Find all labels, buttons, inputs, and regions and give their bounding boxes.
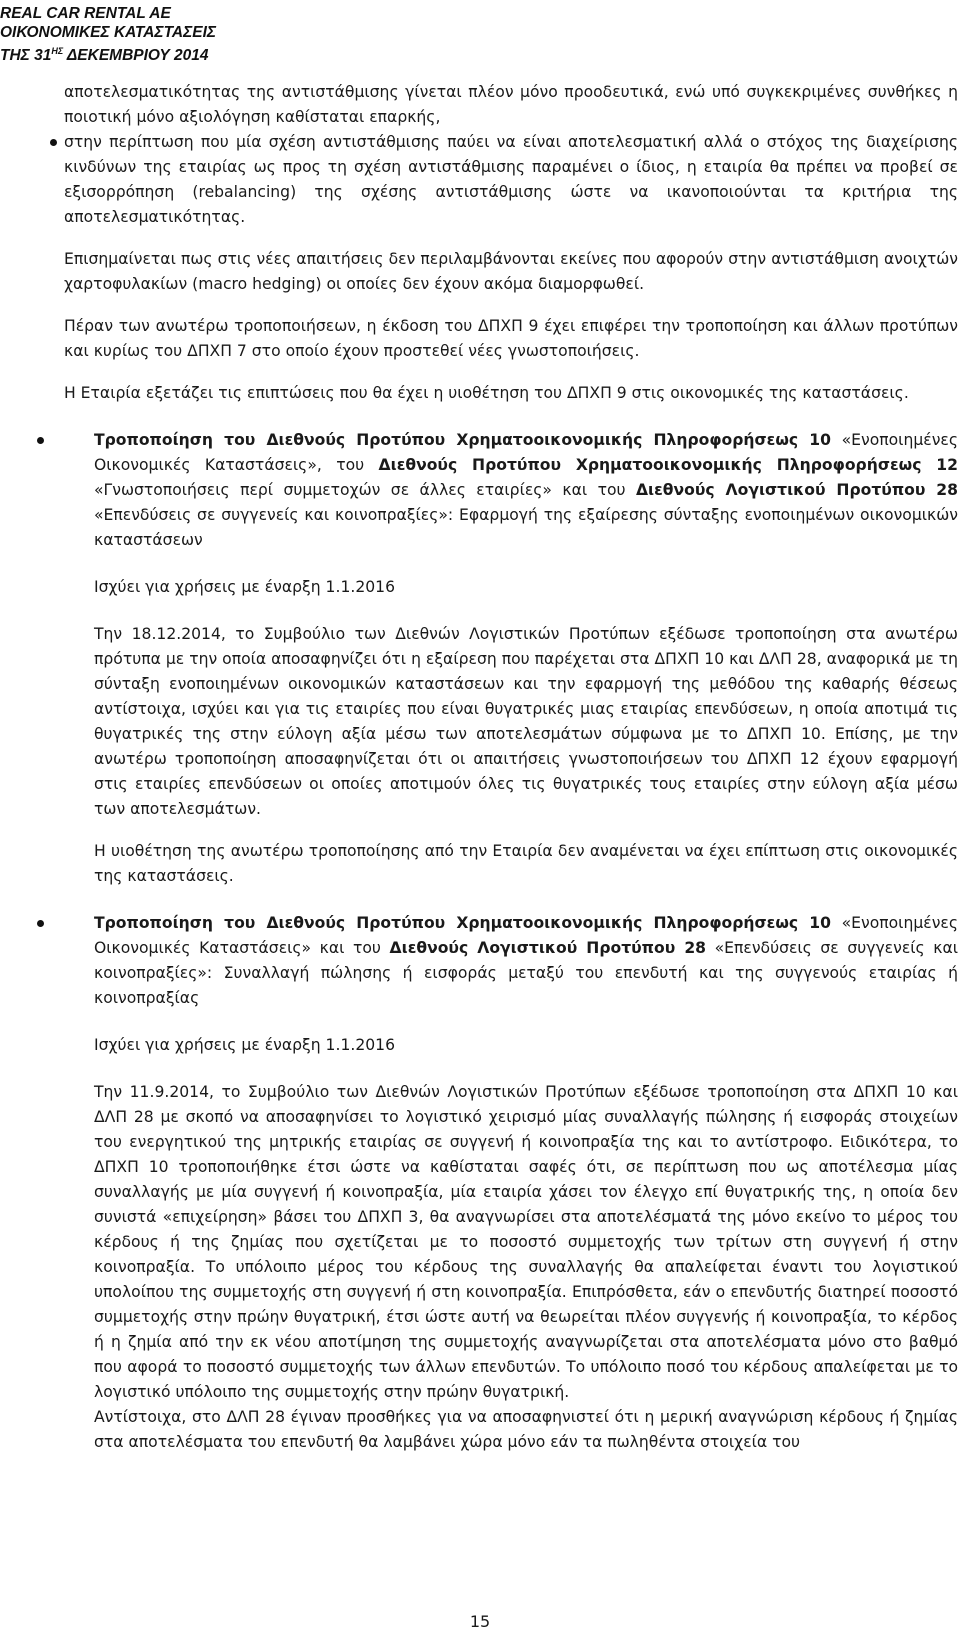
paragraph-hedge-effectiveness: αποτελεσματικότητας της αντιστάθμισης γίνεται πλέον μόνο προοδευτικά, ενώ υπό συγκεκριμένες συνθήκες η ποιοτική μόνο αξιολόγηση καθίσταται επαρκής, (64, 83, 958, 126)
paragraph-investment-entities: Την 18.12.2014, το Συμβούλιο των Διεθνών Λογιστικών Προτύπων εξέδωσε τροποποίηση στα ανωτέρω πρότυπα με την οποία αποσαφηνίζει ότι η εξαίρεση που παρέχεται στα ΔΠΧΠ 10 και ΔΛΠ 28, αναφορικά με τη σύνταξη ενοποιημένων οικονομικών καταστάσεων και την εφαρμογή της μεθόδου της καθαρής θέσεως αντίστοιχα, ισχύει και για τις εταιρίες που είναι θυγατρικές μιας εταιρίας επενδύσεων, η οποία αποτιμά τις θυγατρικές της στην εύλογη αξία μέσω των αποτελεσμάτων σύμφωνα με το ΔΠΧΠ 10. Επίσης, με την ανωτέρω τροποποίηση αποσαφηνίζεται ότι οι απαιτήσεις γνωστοποιήσεων του ΔΠΧΠ 12 έχουν εφαρμογή στις εταιρίες επενδύσεων οι οποίες αποτιμούν όλες τις θυγατρικές τους εταιρίες στην εύλογη αξία μέσω των αποτελεσμάτων. (94, 625, 958, 818)
paragraph-ifrs7-amendments: Πέραν των ανωτέρω τροποποιήσεων, η έκδοση του ΔΠΧΠ 9 έχει επιφέρει την τροποποίηση και άλλων προτύπων και κυρίως του ΔΠΧΠ 7 στο οποίο έχουν προστεθεί νέες γνωστοποιήσεις. (64, 317, 958, 360)
statements-title: ΟΙΚΟΝΟΜΙΚΕΣ ΚΑΤΑΣΤΑΣΕΙΣ (0, 24, 217, 41)
paragraph-sale-contribution: Την 11.9.2014, το Συμβούλιο των Διεθνών Λογιστικών Προτύπων εξέδωσε τροποποίηση στα ΔΠΧΠ 10 και ΔΛΠ 28 με σκοπό να αποσαφηνίσει το λογιστικό χειρισμό μίας συναλλαγής πώλησης ή εισφοράς στοιχείων του ενεργητικού της μητρικής εταιρίας σε συγγενή ή κοινοπραξία της και το αντίστροφο. Ειδικότερα, το ΔΠΧΠ 10 τροποποιήθηκε έτσι ώστε να καθίσταται σαφές ότι, σε περίπτωση που ως αποτέλεσμα μίας συναλλαγής με μία συγγενή ή κοινοπραξία, μία εταιρία χάσει τον έλεγχο επί θυγατρικής της, η οποία δεν συνιστά «επιχείρηση» βάσει του ΔΠΧΠ 3, θα αναγνωρίσει στα αποτελέσματά της μόνο εκείνο το μέρος του κέρδους ή της ζημίας που σχετίζεται με το ποσοστό συμμετοχής των τρίτων στη συγγενή ή στην κοινοπραξία. Το υπόλοιπο μέρος του κέρδους της συναλλαγής θα απαλείφεται έναντι του λογιστικού υπολοίπου της συμμετοχής στη συγγενή ή στη κοινοπραξία. Επιπρόσθετα, εάν ο επενδυτής διατηρεί ποσοστό συμμετοχής στην πρώην θυγατρική, έτσι ώστε αυτή να θεωρείται πλέον συγγενής ή κοινοπραξία, το κέρδος ή η ζημία από την εκ νέου αποτίμηση της συμμετοχής αναγνωρίζεται στα αποτελέσματα μόνο στο βαθμό που αφορά το ποσοστό συμμετοχής των άλλων επενδυτών. Το υπόλοιπο ποσό του κέρδους απαλείφεται με το λογιστικό υπόλοιπο της συμμετοχής στην πρώην θυγατρική. (94, 1083, 958, 1401)
paragraph-adoption-impact: Η υιοθέτηση της ανωτέρω τροποποίησης από την Εταιρία δεν αναμένεται να έχει επίπτωση στις οικονομικές της καταστάσεις. (94, 842, 958, 885)
bullet-icon (37, 920, 44, 927)
bullet-ifrs10-ias28-sale (64, 911, 958, 1455)
effective-date: Ισχύει για χρήσεις με έναρξη 1.1.2016 (94, 1036, 396, 1054)
paragraph-macro-hedging: Επισημαίνεται πως στις νέες απαιτήσεις δεν περιλαμβάνονται εκείνες που αφορούν στην αντιστάθμιση ανοιχτών χαρτοφυλακίων (macro hedging) οι οποίες δεν έχουν ακόμα διαμορφωθεί. (64, 250, 958, 293)
document-body (64, 80, 958, 1455)
bullet-ifrs10-ifrs12-ias28 (64, 428, 958, 889)
effective-date: Ισχύει για χρήσεις με έναρξη 1.1.2016 (94, 578, 396, 596)
paragraph-ifrs9-impact: Η Εταιρία εξετάζει τις επιπτώσεις που θα έχει η υιοθέτηση του ΔΠΧΠ 9 στις οικονομικές της καταστάσεις. (64, 384, 909, 402)
bullet-heading: Τροποποίηση του Διεθνούς Προτύπου Χρηματοοικονομικής Πληροφορήσεως 10 «Ενοποιημένες Οικονομικές Καταστάσεις», του Διεθνούς Προτύπου Χρηματοοικονομικής Πληροφορήσεως 12 «Γνωστοποιήσεις περί συμμετοχών σε άλλες εταιρίες» και του Διεθνούς Λογιστικού Προτύπου 28 «Επενδύσεις σε συγγενείς και κοινοπραξίες»: Εφαρμογή της εξαίρεσης σύνταξης ενοποιημένων οικονομικών καταστάσεων (94, 431, 959, 549)
paragraph-rebalancing: στην περίπτωση που μία σχέση αντιστάθμισης παύει να είναι αποτελεσματική αλλά ο στόχος της διαχείρισης κινδύνων της εταιρίας ως προς τη σχέση αντιστάθμισης παραμένει ο ίδιος, η εταιρία θα πρέπει να προβεί σε εξισορρόπηση (rebalancing) της σχέσης αντιστάθμισης ώστε να ικανοποιούνται τα κριτήρια της αποτελεσματικότητας. (64, 130, 958, 230)
statements-date: ΤΗΣ $31^{H\Sigma}$ ΔΕΚΕΜΒΡΙΟΥ 2014 (0, 46, 209, 65)
page-footer (0, 1612, 960, 1631)
bullet-icon (37, 437, 44, 444)
page-number: 15 (469, 1612, 491, 1631)
company-name: REAL CAR RENTAL AE (0, 5, 171, 22)
bullet-heading: Τροποποίηση του Διεθνούς Προτύπου Χρηματοοικονομικής Πληροφορήσεως 10 «Ενοποιημένες Οικονομικές Καταστάσεις» και του Διεθνούς Λογιστικού Προτύπου 28 «Επενδύσεις σε συγγενείς και κοινοπραξίες»: Συναλλαγή πώλησης ή εισφοράς μεταξύ του επενδυτή και της συγγενούς εταιρίας ή κοινοπραξίας (94, 914, 959, 1007)
document-header (0, 4, 216, 65)
paragraph-ias28-clarification: Αντίστοιχα, στο ΔΛΠ 28 έγιναν προσθήκες για να αποσαφηνιστεί ότι η μερική αναγνώριση κέρδους ή ζημίας στα αποτελέσματα του επενδυτή θα λαμβάνει χώρα μόνο εάν τα πωληθέντα στοιχεία του (94, 1408, 958, 1451)
